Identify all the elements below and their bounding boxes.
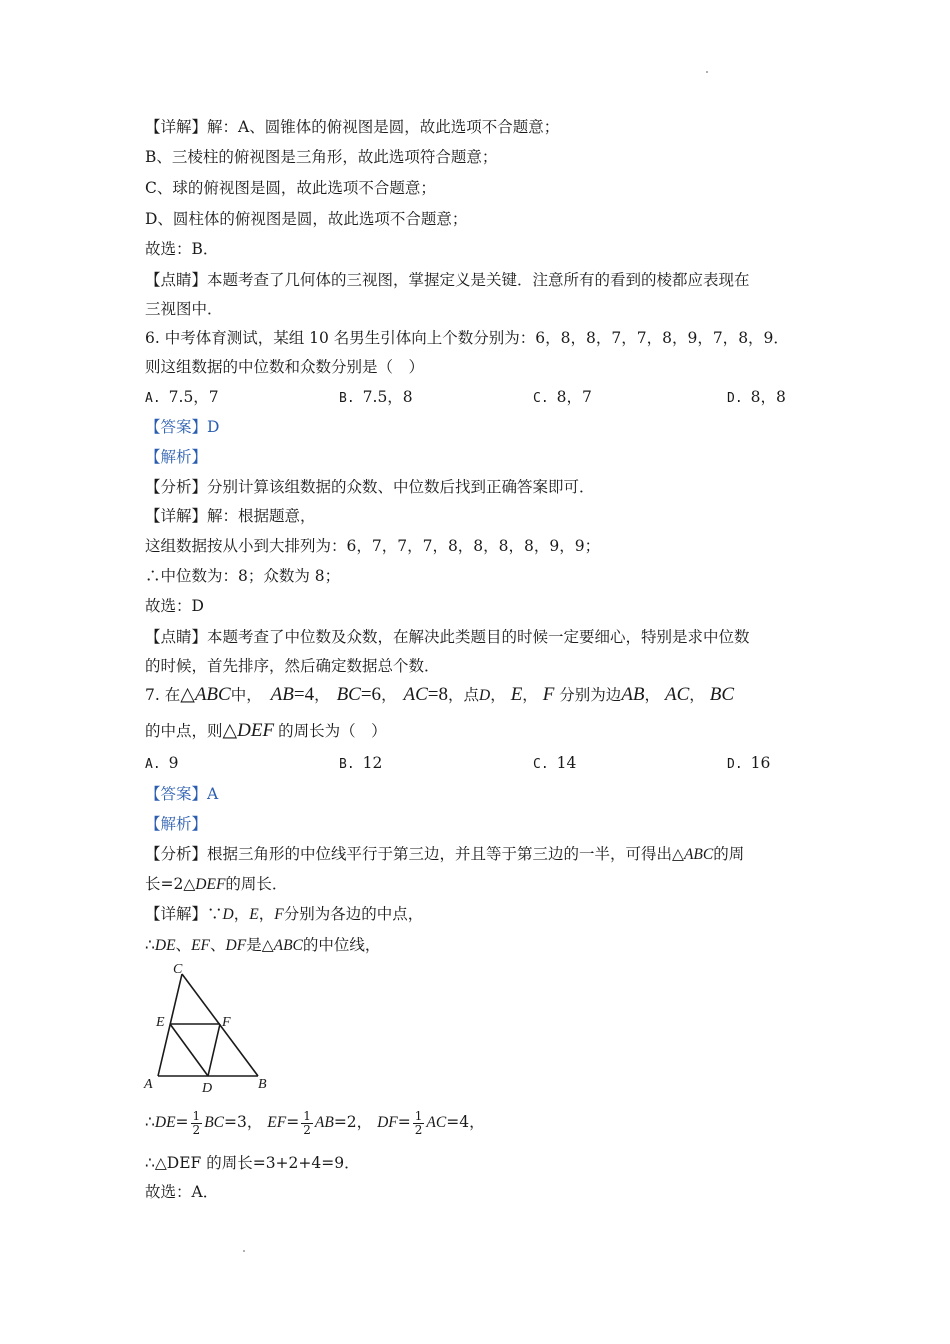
text-line: 故选：D xyxy=(145,597,204,615)
text-line: B、三棱柱的俯视图是三角形，故此选项符合题意； xyxy=(145,148,498,166)
text-line: 【详解】解：A、圆锥体的俯视图是圆，故此选项不合题意； xyxy=(145,118,560,136)
text-line: 故选：B． xyxy=(145,240,219,258)
text-line: 三视图中． xyxy=(145,300,223,318)
text-line: ∴△DEF 的周长=3+2+4=9． xyxy=(145,1154,360,1172)
fraction-one-half: $\frac{1}{2}$ xyxy=(414,1108,423,1137)
q6-option-b: B. 7.5，8 xyxy=(339,388,413,406)
q7-option-d: D. 16 xyxy=(727,754,771,772)
q7-detail-line-1: 【详解】∵D，E，F分别为各边的中点， xyxy=(145,905,424,923)
text-line: 【分析】分别计算该组数据的众数、中位数后找到正确答案即可． xyxy=(145,478,595,496)
vertex-label-c: C xyxy=(173,962,183,977)
q7-analysis-line-1: 【分析】根据三角形的中位线平行于第三边，并且等于第三边的一半，可得出△ABC的周 xyxy=(145,845,745,863)
q7-analysis-line-2: 长=2△DEF的周长． xyxy=(145,875,288,893)
question-6-stem-2: 则这组数据的中位数和众数分别是（ ） xyxy=(145,358,425,376)
vertex-label-e: E xyxy=(156,1015,165,1030)
q7-option-a: A. 9 xyxy=(145,754,179,772)
text-line: D、圆柱体的俯视图是圆，故此选项不合题意； xyxy=(145,210,468,228)
text-line: 这组数据按从小到大排列为：6，7，7，7，8，8，8，8，9，9； xyxy=(145,537,601,555)
triangle-figure xyxy=(140,960,280,1095)
text-line: 【点睛】本题考查了几何体的三视图，掌握定义是关键．注意所有的看到的棱都应表现在 xyxy=(145,271,750,289)
q7-answer: 【答案】A xyxy=(145,785,219,803)
text-line: 的时候，首先排序，然后确定数据总个数． xyxy=(145,657,440,675)
fraction-one-half: $\frac{1}{2}$ xyxy=(303,1108,311,1137)
q7-option-c: C. 14 xyxy=(533,754,577,772)
question-7-stem: 7. 在△ABC中， AB=4， BC=6， AC=8，点D， E， F 分别为边AB， AC， BC xyxy=(145,684,734,705)
q7-analysis-tag: 【解析】 xyxy=(145,815,208,833)
text-line: 故选：A． xyxy=(145,1183,219,1201)
vertex-label-d: D xyxy=(202,1081,213,1095)
q7-option-b: B. 12 xyxy=(339,754,383,772)
question-6-stem: 6. 中考体育测试，某组 10 名男生引体向上个数分别为：6，8，8，7，7，8，9，7，8，9． xyxy=(145,329,789,347)
question-7-stem-2: 的中点，则△DEF 的周长为（ ） xyxy=(145,720,387,741)
edge-fd xyxy=(208,1024,220,1076)
fraction-one-half: $\frac{1}{2}$ xyxy=(192,1108,201,1137)
q6-answer: 【答案】D xyxy=(145,418,220,436)
text-line: C、球的俯视图是圆，故此选项不合题意； xyxy=(145,179,436,197)
vertex-label-b: B xyxy=(258,1077,267,1092)
text-line: ∴中位数为：8；众数为 8； xyxy=(145,567,341,585)
q6-analysis-tag: 【解析】 xyxy=(145,448,208,466)
q7-equation-line: ∴DE= $\frac{1}{2}$ BC=3， EF= $\frac{1}{2}$ AB=2， DF= $\frac{1}{2}$ AC=4， xyxy=(145,1108,485,1137)
q6-option-c: C. 8，7 xyxy=(533,388,592,406)
text-line: 【点睛】本题考查了中位数及众数，在解决此类题目的时候一定要细心，特别是求中位数 xyxy=(145,628,750,646)
q6-option-a: A. 7.5，7 xyxy=(145,388,219,406)
edge-ed xyxy=(170,1024,208,1076)
q7-detail-line-2: ∴DE、EF、DF是△ABC的中位线， xyxy=(145,936,381,954)
vertex-label-f: F xyxy=(222,1015,231,1030)
vertex-label-a: A xyxy=(144,1077,153,1092)
scan-dot xyxy=(706,71,708,73)
text-line: 【详解】解：根据题意， xyxy=(145,507,316,525)
q6-option-d: D. 8，8 xyxy=(727,388,786,406)
scan-dot xyxy=(243,1250,245,1252)
